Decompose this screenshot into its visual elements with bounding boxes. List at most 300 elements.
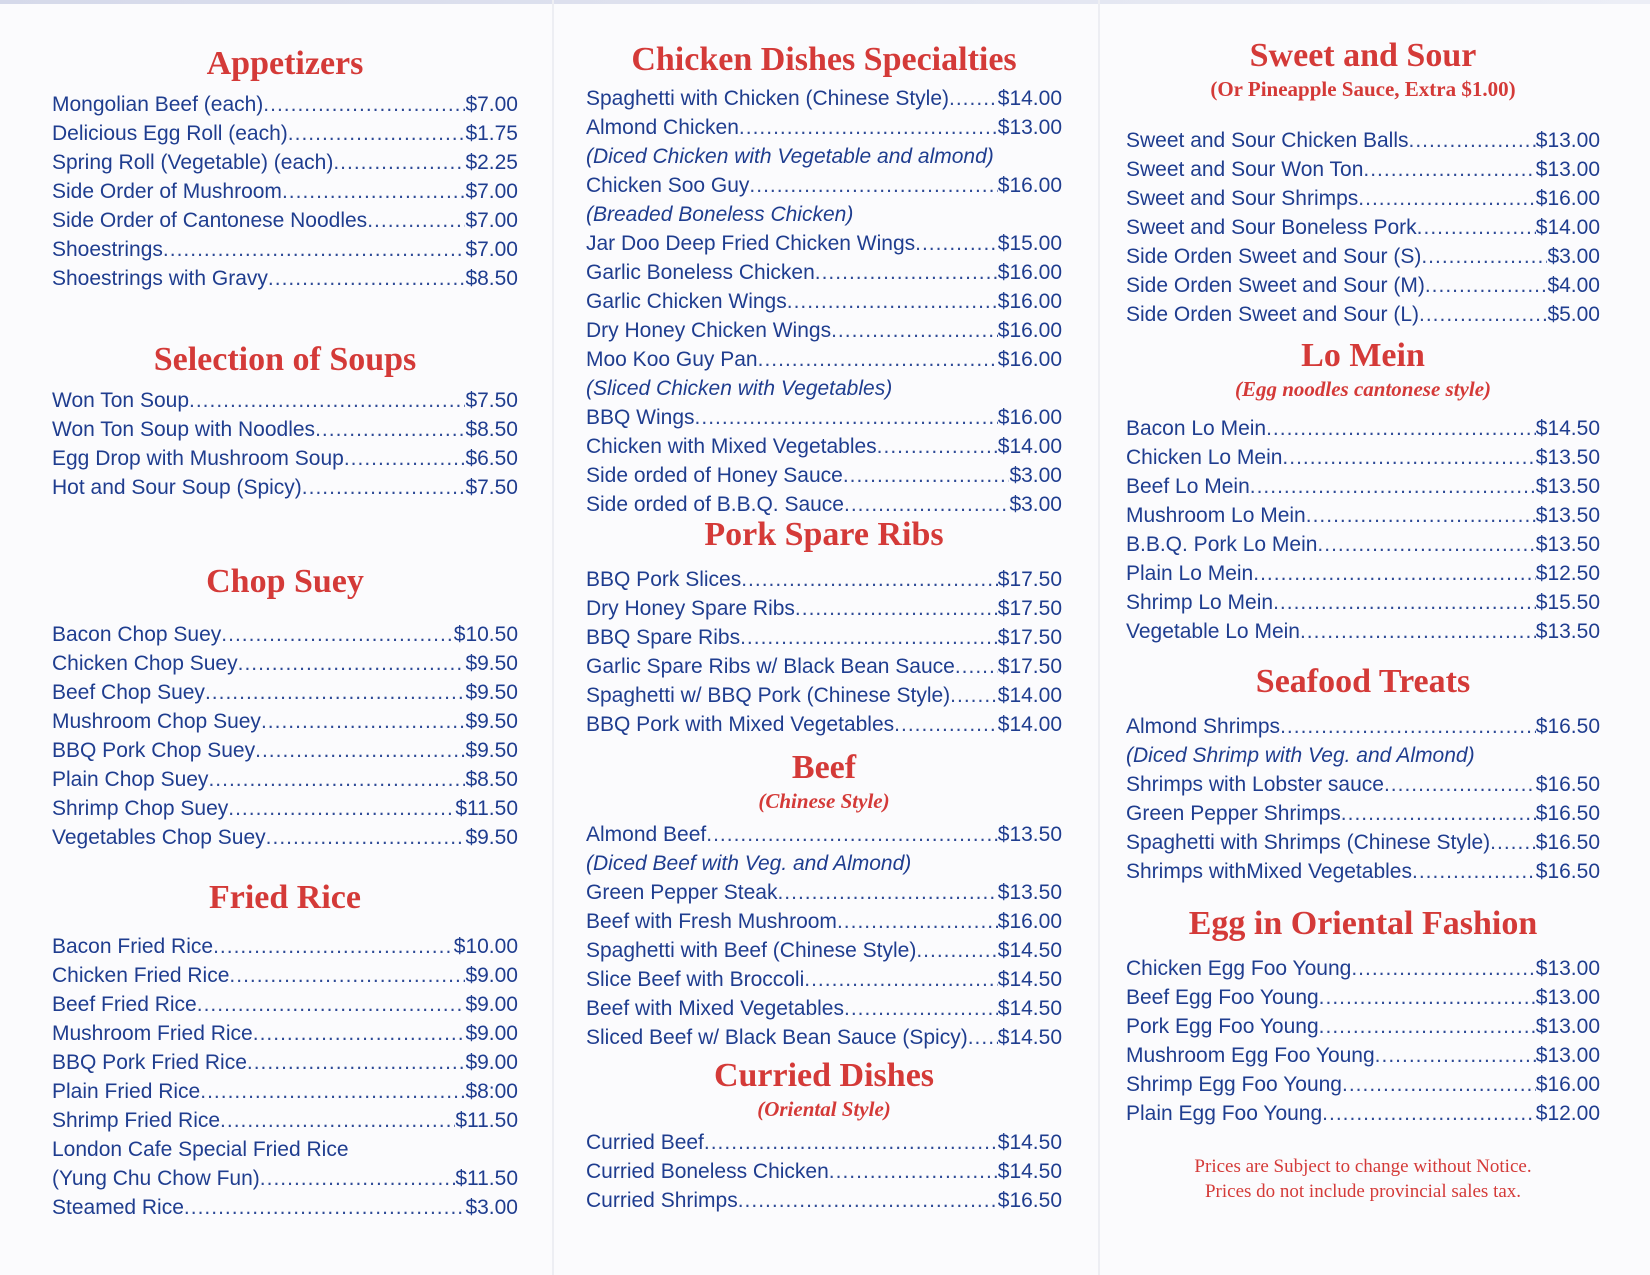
item-name: Curried Boneless Chicken <box>586 1160 829 1183</box>
item-name: Beef Fried Rice <box>52 993 197 1016</box>
item-name: London Cafe Special Fried Rice <box>52 1138 349 1161</box>
menu-item <box>52 961 518 990</box>
item-price: $16.00 <box>997 319 1062 342</box>
item-description: (Diced Chicken with Vegetable and almond) <box>586 145 994 168</box>
dot-leader <box>968 1023 998 1052</box>
item-price: $16.00 <box>1535 1073 1600 1096</box>
item-name: Sweet and Sour Boneless Pork <box>1126 216 1417 239</box>
item-price: $14.50 <box>997 1160 1062 1183</box>
menu-item <box>586 1128 1062 1157</box>
menu-item <box>1126 443 1600 472</box>
section-title: Chop Suey <box>206 563 364 600</box>
price-notice <box>1126 1154 1600 1204</box>
item-description: (Diced Beef with Veg. and Almond) <box>586 852 912 875</box>
menu-item <box>52 473 518 502</box>
menu-item <box>586 287 1062 316</box>
item-price: $13.50 <box>997 881 1062 904</box>
dot-leader <box>1358 184 1535 213</box>
dot-leader <box>1266 414 1536 443</box>
item-name: Plain Egg Foo Young <box>1126 1102 1323 1125</box>
item-price: $8.50 <box>465 768 518 791</box>
dot-leader <box>1341 799 1536 828</box>
item-name: Beef Egg Foo Young <box>1126 986 1319 1009</box>
item-price: $16.50 <box>1535 831 1600 854</box>
menu-item <box>1126 799 1600 828</box>
item-name: Beef Lo Mein <box>1126 475 1250 498</box>
section-subtitle: (Chinese Style) <box>758 789 890 813</box>
menu-item <box>586 907 1062 936</box>
menu-item <box>586 1186 1062 1215</box>
dot-leader <box>837 907 998 936</box>
dot-leader <box>831 316 998 345</box>
menu-item <box>1126 617 1600 646</box>
dot-leader <box>208 765 465 794</box>
dot-leader <box>1282 443 1535 472</box>
dot-leader <box>1425 271 1548 300</box>
item-name: Won Ton Soup <box>52 389 189 412</box>
item-price: $14.50 <box>997 1026 1062 1049</box>
item-price: $13.00 <box>1535 986 1600 1009</box>
dot-leader <box>1253 559 1536 588</box>
item-name: Sweet and Sour Won Ton <box>1126 158 1364 181</box>
item-name: Chicken Lo Mein <box>1126 446 1283 469</box>
dot-leader <box>189 386 465 415</box>
menu-item <box>1126 559 1600 588</box>
dot-leader <box>1412 857 1536 886</box>
item-name: BBQ Pork Slices <box>586 568 742 591</box>
item-name: Mushroom Lo Mein <box>1126 504 1306 527</box>
item-name: Egg Drop with Mushroom Soup <box>52 447 344 470</box>
section-subtitle: (Egg noodles cantonese style) <box>1234 377 1492 401</box>
item-price: $7.00 <box>465 180 518 203</box>
dot-leader <box>200 1077 465 1106</box>
item-name: Side orded of B.B.Q. Sauce <box>586 493 844 516</box>
item-name: Almond Beef <box>586 823 707 846</box>
menu-item <box>1126 126 1600 155</box>
item-price: $3.00 <box>1009 464 1062 487</box>
menu-item <box>586 1023 1062 1052</box>
dot-leader <box>704 1128 998 1157</box>
dot-leader <box>163 235 466 264</box>
menu-item <box>52 649 518 678</box>
section-title: Appetizers <box>206 45 364 82</box>
dot-leader <box>1419 300 1547 329</box>
item-price: $13.50 <box>1535 533 1600 556</box>
item-price: $2.25 <box>465 151 518 174</box>
item-name: Shrimp Chop Suey <box>52 797 229 820</box>
menu-item <box>52 678 518 707</box>
dot-leader <box>738 1186 998 1215</box>
dot-leader <box>1375 1041 1536 1070</box>
menu-item <box>52 707 518 736</box>
item-price: $7.50 <box>465 476 518 499</box>
menu-item <box>52 119 518 148</box>
menu-item <box>1126 983 1600 1012</box>
menu-item <box>52 1048 518 1077</box>
item-price: $11.50 <box>455 1109 518 1132</box>
menu-item <box>52 235 518 264</box>
dot-leader <box>843 461 1010 490</box>
menu-item <box>1126 184 1600 213</box>
menu-item <box>1126 472 1600 501</box>
dot-leader <box>758 345 998 374</box>
menu-item <box>1126 828 1600 857</box>
item-name: Chicken Fried Rice <box>52 964 230 987</box>
item-price: $16.50 <box>1535 802 1600 825</box>
item-price: $12.00 <box>1535 1102 1600 1125</box>
item-name: Steamed Rice <box>52 1196 184 1219</box>
dot-leader <box>915 229 998 258</box>
dot-leader <box>795 594 998 623</box>
item-name: Green Pepper Steak <box>586 881 778 904</box>
section-title: Chicken Dishes Specialties <box>631 41 1017 78</box>
item-name: Side Orden Sweet and Sour (L) <box>1126 303 1419 326</box>
item-price: $11.50 <box>455 1167 518 1190</box>
item-name: Spring Roll (Vegetable) (each) <box>52 151 334 174</box>
dot-leader <box>1384 770 1536 799</box>
menu-item <box>52 386 518 415</box>
menu-item <box>1126 770 1600 799</box>
menu-item <box>1126 271 1600 300</box>
item-price: $3.00 <box>465 1196 518 1219</box>
item-price: $14.00 <box>997 87 1062 110</box>
item-price: $14.50 <box>997 1131 1062 1154</box>
item-price: $9.50 <box>465 710 518 733</box>
menu-item <box>52 415 518 444</box>
item-price: $16.00 <box>997 348 1062 371</box>
item-price: $16.00 <box>997 261 1062 284</box>
dot-leader <box>333 148 465 177</box>
item-name: Curried Beef <box>586 1131 704 1154</box>
item-name: Mushroom Chop Suey <box>52 710 261 733</box>
item-name: Spaghetti with Chicken (Chinese Style) <box>586 87 950 110</box>
dot-leader <box>220 1106 455 1135</box>
menu-item <box>1126 1070 1600 1099</box>
menu-item <box>586 403 1062 432</box>
item-name: Garlic Spare Ribs w/ Black Bean Sauce <box>586 655 955 678</box>
item-price: $13.50 <box>1535 620 1600 643</box>
menu-item <box>1126 242 1600 271</box>
dot-leader <box>829 1157 998 1186</box>
menu-item <box>586 820 1062 849</box>
menu-item <box>586 936 1062 965</box>
menu-item <box>586 710 1062 739</box>
menu-item <box>52 736 518 765</box>
menu-item <box>586 565 1062 594</box>
item-price: $16.00 <box>997 406 1062 429</box>
item-name: Chicken Chop Suey <box>52 652 238 675</box>
menu-item <box>52 794 518 823</box>
item-name: Dry Honey Chicken Wings <box>586 319 832 342</box>
menu-item <box>1126 588 1600 617</box>
item-name: Spaghetti with Shrimps (Chinese Style) <box>1126 831 1491 854</box>
dot-leader <box>282 177 466 206</box>
item-name: Bacon Chop Suey <box>52 623 222 646</box>
item-price: $8.50 <box>465 267 518 290</box>
dot-leader <box>367 206 465 235</box>
item-name: Plain Chop Suey <box>52 768 209 791</box>
section-title: Pork Spare Ribs <box>704 516 944 553</box>
menu-item <box>52 1019 518 1048</box>
menu-item <box>586 229 1062 258</box>
menu-item <box>1126 414 1600 443</box>
item-price: $9.00 <box>465 993 518 1016</box>
menu-item <box>52 1164 518 1193</box>
item-list <box>1126 954 1600 1128</box>
item-name: Chicken Soo Guy <box>586 174 750 197</box>
item-price: $16.50 <box>997 1189 1062 1212</box>
item-name: Side Orden Sweet and Sour (M) <box>1126 274 1425 297</box>
menu-item <box>586 345 1062 374</box>
dot-leader <box>950 681 998 710</box>
dot-leader <box>1417 213 1536 242</box>
item-name: Dry Honey Spare Ribs <box>586 597 795 620</box>
item-name: Beef with Mixed Vegetables <box>586 997 844 1020</box>
item-name: Mushroom Egg Foo Young <box>1126 1044 1375 1067</box>
dot-leader <box>740 623 998 652</box>
menu-item <box>52 932 518 961</box>
tax-notice-line: Prices do not include provincial sales tax. <box>1204 1181 1522 1202</box>
dot-leader <box>1342 1070 1536 1099</box>
menu-item <box>586 113 1062 142</box>
menu-item <box>586 594 1062 623</box>
item-list <box>1126 414 1600 646</box>
dot-leader <box>894 710 998 739</box>
dot-leader <box>302 473 466 502</box>
item-name: B.B.Q. Pork Lo Mein <box>1126 533 1318 556</box>
item-list <box>586 84 1062 519</box>
dot-leader <box>739 113 998 142</box>
dot-leader <box>238 649 466 678</box>
dot-leader <box>288 119 466 148</box>
dot-leader <box>1319 1012 1536 1041</box>
dot-leader <box>229 961 465 990</box>
item-name: Moo Koo Guy Pan <box>586 348 758 371</box>
item-name: Shrimp Lo Mein <box>1126 591 1274 614</box>
dot-leader <box>695 403 998 432</box>
dot-leader <box>741 565 998 594</box>
item-list <box>586 820 1062 1052</box>
dot-leader <box>815 258 998 287</box>
dot-leader <box>184 1193 466 1222</box>
menu-item <box>586 461 1062 490</box>
item-name: Shoestrings <box>52 238 163 261</box>
menu-item <box>586 84 1062 113</box>
item-price: $6.50 <box>465 447 518 470</box>
item-name: Beef Chop Suey <box>52 681 205 704</box>
menu-item-heading <box>52 1135 518 1164</box>
section-soups <box>52 340 518 502</box>
section-curried-dishes <box>586 1056 1062 1215</box>
menu-item <box>52 90 518 119</box>
menu-item <box>52 990 518 1019</box>
item-name: Garlic Boneless Chicken <box>586 261 815 284</box>
dot-leader <box>263 90 465 119</box>
item-name: Mongolian Beef (each) <box>52 93 264 116</box>
section-pork-spare-ribs <box>586 515 1062 739</box>
item-price: $9.00 <box>465 1051 518 1074</box>
menu-item <box>586 316 1062 345</box>
section-subtitle: (Or Pineapple Sauce, Extra $1.00) <box>1210 77 1516 101</box>
menu-item <box>586 1157 1062 1186</box>
section-title: Selection of Soups <box>153 341 417 378</box>
item-name: Side Order of Mushroom <box>52 180 282 203</box>
dot-leader <box>804 965 998 994</box>
item-name: Shrimps withMixed Vegetables <box>1126 860 1412 883</box>
dot-leader <box>1409 126 1536 155</box>
item-price: $7.00 <box>465 93 518 116</box>
item-list <box>1126 712 1600 886</box>
dot-leader <box>228 794 455 823</box>
item-price: $10.50 <box>453 623 518 646</box>
menu-item <box>586 878 1062 907</box>
dot-leader <box>1322 1099 1536 1128</box>
dot-leader <box>1273 588 1536 617</box>
dot-leader <box>344 444 466 473</box>
menu-item <box>52 444 518 473</box>
fold-line-left <box>552 0 554 1275</box>
item-price: $3.00 <box>1547 245 1600 268</box>
item-price: $5.00 <box>1547 303 1600 326</box>
menu-item <box>52 620 518 649</box>
section-subtitle: (Oriental Style) <box>757 1097 891 1121</box>
section-appetizers <box>52 44 518 293</box>
menu-item <box>586 994 1062 1023</box>
price-notice-line: Prices are Subject to change without Notice. <box>1194 1156 1532 1177</box>
item-list <box>1126 126 1600 329</box>
item-price: $9.50 <box>465 681 518 704</box>
item-name: Won Ton Soup with Noodles <box>52 418 316 441</box>
section-title: Seafood Treats <box>1255 663 1471 700</box>
dot-leader <box>247 1048 466 1077</box>
dot-leader <box>877 432 998 461</box>
dot-leader <box>266 823 466 852</box>
dot-leader <box>1319 983 1536 1012</box>
item-price: $13.50 <box>1535 475 1600 498</box>
item-name: Plain Lo Mein <box>1126 562 1254 585</box>
item-price: $13.50 <box>997 823 1062 846</box>
menu-item <box>586 652 1062 681</box>
dot-leader <box>268 264 466 293</box>
menu-item <box>586 258 1062 287</box>
item-price: $16.50 <box>1535 773 1600 796</box>
item-price: $14.50 <box>1535 417 1600 440</box>
dot-leader <box>1280 712 1536 741</box>
item-name: BBQ Spare Ribs <box>586 626 741 649</box>
item-price: $13.00 <box>997 116 1062 139</box>
item-price: $7.00 <box>465 238 518 261</box>
dot-leader <box>1317 530 1535 559</box>
item-price: $13.00 <box>1535 957 1600 980</box>
menu-item <box>1126 857 1600 886</box>
item-name: Garlic Chicken Wings <box>586 290 787 313</box>
menu-item <box>52 765 518 794</box>
item-name: Sliced Beef w/ Black Bean Sauce (Spicy) <box>586 1026 968 1049</box>
dot-leader <box>261 707 466 736</box>
section-fried-rice <box>52 878 518 1222</box>
item-price: $9.50 <box>465 739 518 762</box>
item-name: Sweet and Sour Chicken Balls <box>1126 129 1409 152</box>
section-title: Curried Dishes <box>713 1057 935 1094</box>
item-list <box>586 1128 1062 1215</box>
menu-item <box>52 264 518 293</box>
menu-item <box>1126 1041 1600 1070</box>
section-chicken-dishes <box>586 40 1062 519</box>
dot-leader <box>205 678 466 707</box>
item-price: $14.50 <box>997 968 1062 991</box>
menu-item <box>586 171 1062 200</box>
item-name: Spaghetti w/ BBQ Pork (Chinese Style) <box>586 684 951 707</box>
item-name: Beef with Fresh Mushroom <box>586 910 837 933</box>
dot-leader <box>315 415 465 444</box>
item-price: $17.50 <box>997 626 1062 649</box>
menu-item <box>586 965 1062 994</box>
menu-item <box>586 432 1062 461</box>
item-price: $11.50 <box>455 797 518 820</box>
item-price: $8.50 <box>465 418 518 441</box>
dot-leader <box>197 990 466 1019</box>
dot-leader <box>1363 155 1535 184</box>
dot-leader <box>916 936 997 965</box>
menu-item <box>586 681 1062 710</box>
item-name: Almond Shrimps <box>1126 715 1281 738</box>
item-name: Almond Chicken <box>586 116 739 139</box>
section-chop-suey <box>52 562 518 852</box>
item-price: $7.50 <box>465 389 518 412</box>
top-edge-line <box>0 0 1650 4</box>
dot-leader <box>1351 954 1535 983</box>
item-price: $13.50 <box>1535 446 1600 469</box>
section-sweet-and-sour <box>1126 36 1600 329</box>
item-price: $16.00 <box>997 174 1062 197</box>
fold-line-right <box>1098 0 1100 1275</box>
item-name: Spaghetti with Beef (Chinese Style) <box>586 939 917 962</box>
dot-leader <box>844 994 998 1023</box>
item-list <box>52 620 518 852</box>
item-name: BBQ Pork with Mixed Vegetables <box>586 713 895 736</box>
item-price: $9.00 <box>465 1022 518 1045</box>
section-lo-mein <box>1126 336 1600 646</box>
item-price: $16.00 <box>997 290 1062 313</box>
menu-item <box>1126 1012 1600 1041</box>
item-price: $8:00 <box>465 1080 518 1103</box>
dot-leader <box>1250 472 1536 501</box>
dot-leader <box>1490 828 1536 857</box>
item-name: Vegetables Chop Suey <box>52 826 266 849</box>
item-list <box>52 932 518 1222</box>
menu-item <box>52 148 518 177</box>
dot-leader <box>1300 617 1536 646</box>
item-price: $13.00 <box>1535 1015 1600 1038</box>
item-name: Chicken with Mixed Vegetables <box>586 435 877 458</box>
item-description: (Sliced Chicken with Vegetables) <box>586 377 893 400</box>
dot-leader <box>221 620 453 649</box>
item-name: Green Pepper Shrimps <box>1126 802 1341 825</box>
item-price: $10.00 <box>453 935 518 958</box>
item-list <box>586 565 1062 739</box>
dot-leader <box>749 171 997 200</box>
item-price: $17.50 <box>997 568 1062 591</box>
item-name: Hot and Sour Soup (Spicy) <box>52 476 302 499</box>
item-price: $9.00 <box>465 964 518 987</box>
item-price: $13.00 <box>1535 1044 1600 1067</box>
section-beef <box>586 748 1062 1052</box>
item-price: $9.50 <box>465 652 518 675</box>
item-name: BBQ Wings <box>586 406 695 429</box>
item-price: $13.00 <box>1535 158 1600 181</box>
item-price: $16.50 <box>1535 715 1600 738</box>
dot-leader <box>255 736 465 765</box>
